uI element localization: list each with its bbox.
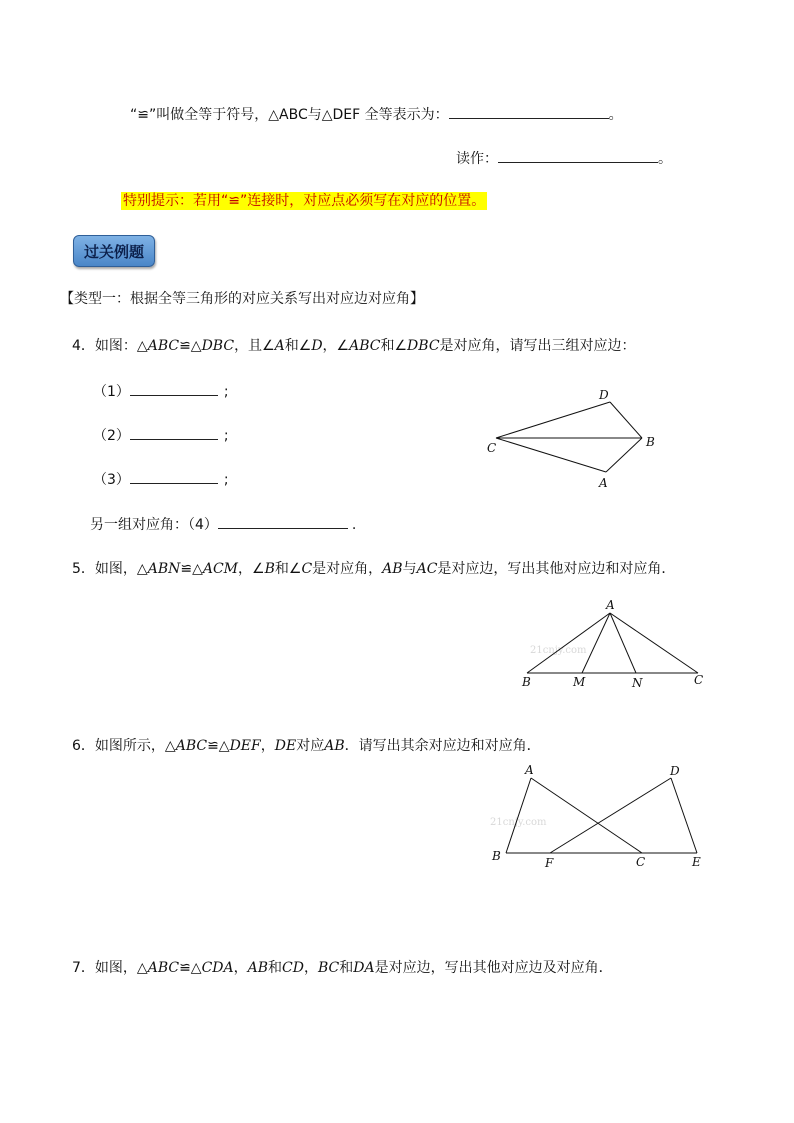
question-4-text: 4．如图：△ABC≌△DBC，且∠A和∠D，∠ABC和∠DBC是对应角，请写出三组对应边： (72, 338, 636, 354)
question-6-text: 6．如图所示，△ABC≌△DEF，DE对应AB．请写出其余对应边和对应角． (72, 738, 541, 754)
segment-ab (506, 778, 531, 853)
special-tip: 特别提示：若用“≌”连接时，对应点必须写在对应的位置。 (123, 193, 486, 209)
label-c: C (636, 855, 646, 869)
read-as-blank[interactable] (498, 148, 658, 163)
watermark-text: 21cnjy.com (530, 645, 587, 656)
segment-ab (606, 438, 642, 472)
label-f: F (545, 856, 554, 870)
segment-ab (527, 613, 610, 673)
label-a: A (525, 763, 534, 777)
answer-blank-3[interactable] (130, 469, 218, 484)
label-m: M (573, 675, 586, 689)
read-as-line: 读作： 。 (456, 148, 672, 168)
segment-ac (531, 778, 642, 853)
label-e: E (692, 855, 701, 869)
question-5-text: 5．如图，△ABN≌△ACM，∠B和∠C是对应角，AB与AC是对应边，写出其他对应边和对应角． (72, 561, 676, 577)
q4-figure (470, 380, 670, 495)
label-a: A (606, 598, 615, 612)
label-n: N (632, 676, 643, 690)
label-b: B (492, 849, 501, 863)
question-7-text: 7．如图，△ABC≌△CDA，AB和CD，BC和DA是对应边，写出其他对应边及对应角． (72, 960, 613, 976)
segment-am (582, 613, 610, 673)
answer-line-3: （3） ; (93, 469, 229, 489)
notation-blank[interactable] (449, 104, 609, 119)
watermark-text: 21cnjy.com (490, 817, 547, 828)
answer-blank-1[interactable] (130, 381, 218, 396)
q5-figure (510, 595, 725, 695)
label-b: B (522, 675, 531, 689)
label-c: C (694, 673, 704, 687)
segment-df (550, 778, 671, 853)
segment-cd (496, 402, 610, 438)
label-a: A (599, 476, 608, 490)
answer-line-2: （2） ; (93, 425, 229, 445)
congruence-symbol-line: “≌”叫做全等于符号，△ABC与△DEF 全等表示为： 。 (130, 104, 623, 124)
q6-figure (485, 760, 710, 875)
label-d: D (599, 388, 609, 402)
section-badge: 过关例题 (73, 235, 155, 267)
answer-line-1: （1） ; (93, 381, 229, 401)
answer-line-4: 另一组对应角：（4） . (90, 514, 356, 534)
label-b: B (646, 435, 655, 449)
section-title: 【类型一：根据全等三角形的对应关系写出对应边对应角】 (60, 291, 424, 307)
segment-de (671, 778, 697, 853)
segment-ca (496, 438, 606, 472)
label-c: C (487, 441, 497, 455)
segment-db (610, 402, 642, 438)
answer-blank-4[interactable] (218, 514, 348, 529)
answer-blank-2[interactable] (130, 425, 218, 440)
label-d: D (670, 764, 680, 778)
